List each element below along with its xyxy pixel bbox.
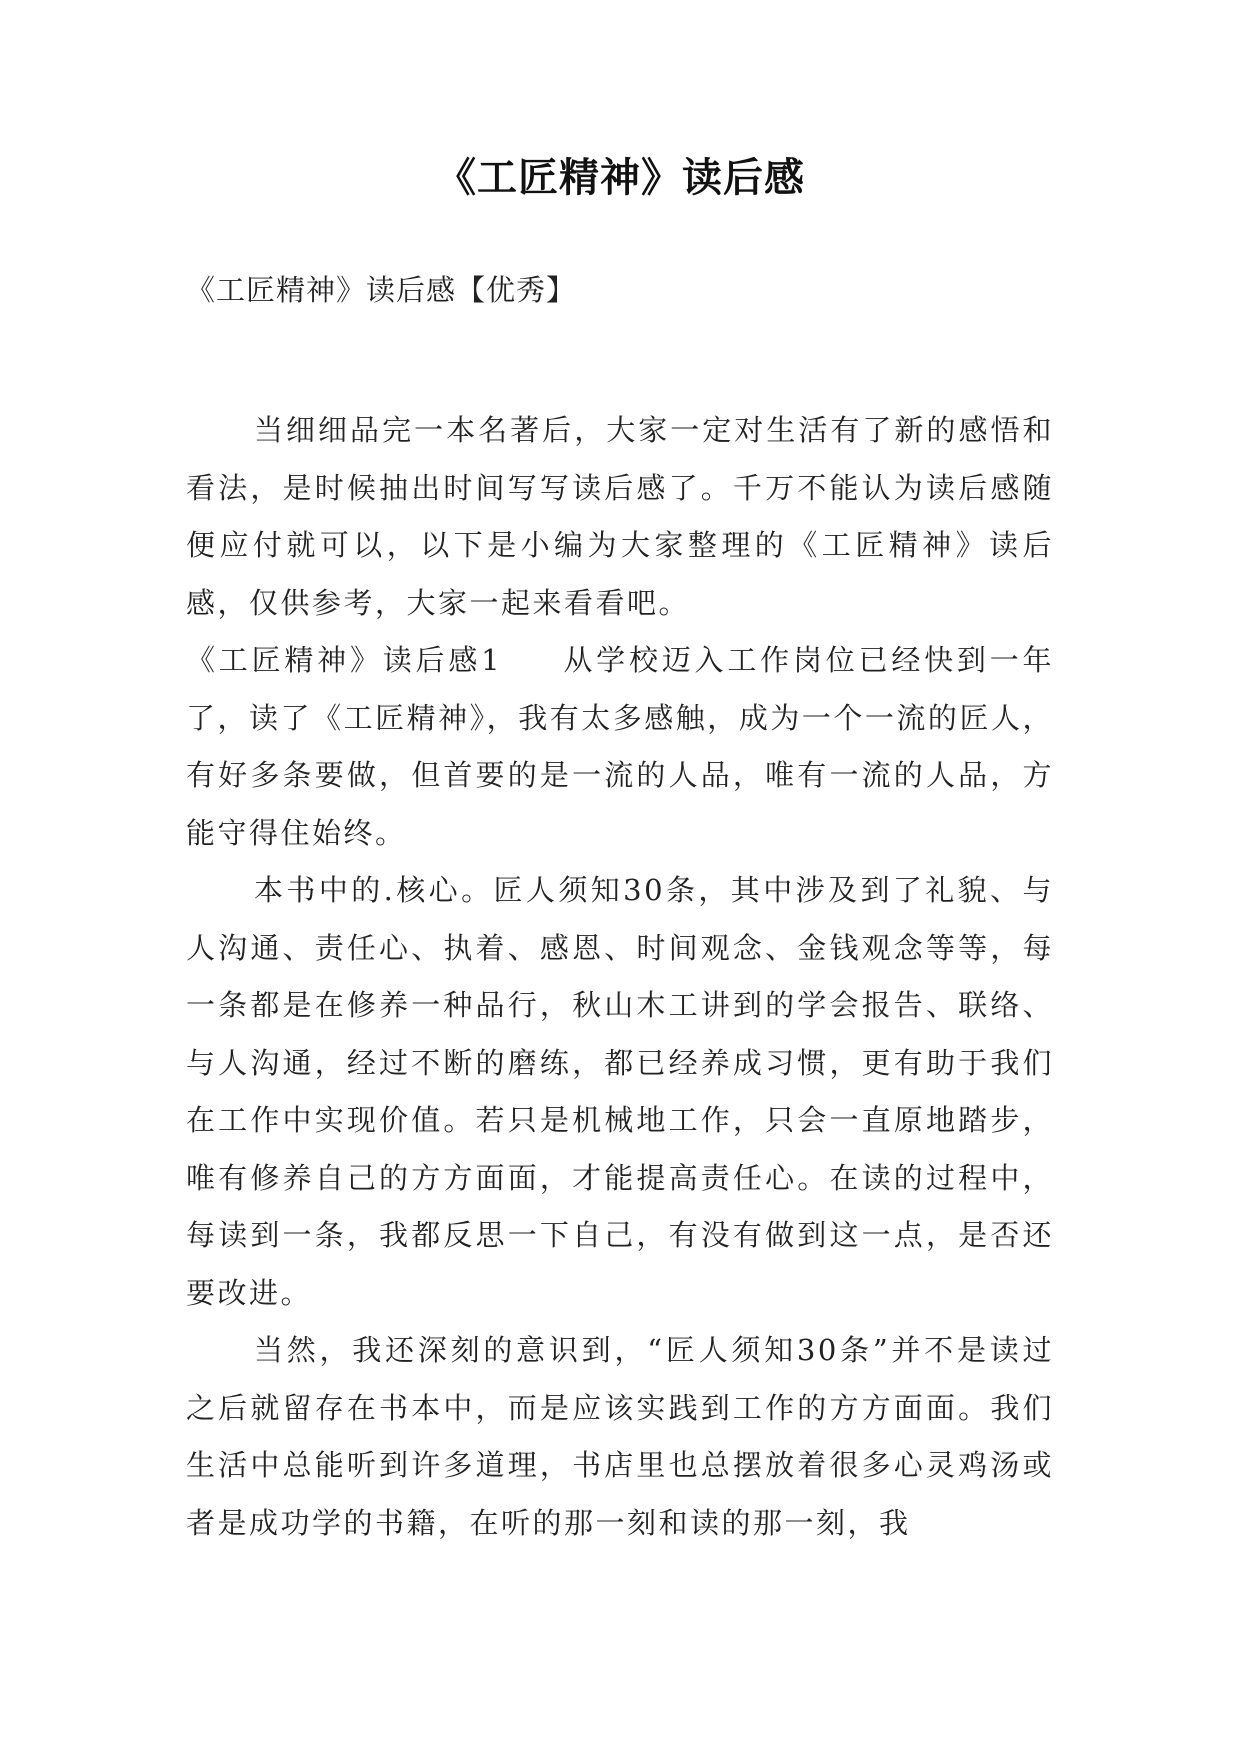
paragraph-core: 本书中的.核心。匠人须知30条，其中涉及到了礼貌、与人沟通、责任心、执着、感恩、时间观念、金钱观念等等，每一条都是在修养一种品行，秋山木工讲到的学会报告、联络、与人沟通，经过不断的磨练，都已经养成习惯，更有助于我们在工作中实现价值。若只是机械地工作，只会一直原地踏步，唯有修养自己的方方面面，才能提高责任心。在读的过程中，每读到一条，我都反思一下自己，有没有做到这一点，是否还要改进。 (186, 873, 1054, 1310)
document-body (186, 402, 1054, 1552)
paragraph-intro: 当细细品完一本名著后，大家一定对生活有了新的感悟和看法，是时候抽出时间写写读后感了。千万不能认为读后感随便应付就可以，以下是小编为大家整理的《工匠精神》读后感，仅供参考，大家一起来看看吧。 (186, 413, 1054, 620)
document-subtitle: 《工匠精神》读后感【优秀】 (186, 273, 577, 307)
paragraph-practice: 当然，我还深刻的意识到，“匠人须知30条”并不是读过之后就留存在书本中，而是应该实践到工作的方方面面。我们生活中总能听到许多道理，书店里也总摆放着很多心灵鸡汤或者是成功学的书籍，在听的那一刻和读的那一刻，我 (186, 1333, 1054, 1540)
essay-1-heading: 《工匠精神》读后感1 (186, 643, 503, 677)
essay-1-text: 从学校迈入工作岗位已经快到一年了，读了《工匠精神》，我有太多感触，成为一个一流的匠人，有好多条要做，但首要的是一流的人品，唯有一流的人品，方能守得住始终。 (186, 643, 1054, 850)
document-title: 《工匠精神》读后感 (436, 155, 805, 201)
paragraph-essay-1 (186, 632, 1054, 862)
